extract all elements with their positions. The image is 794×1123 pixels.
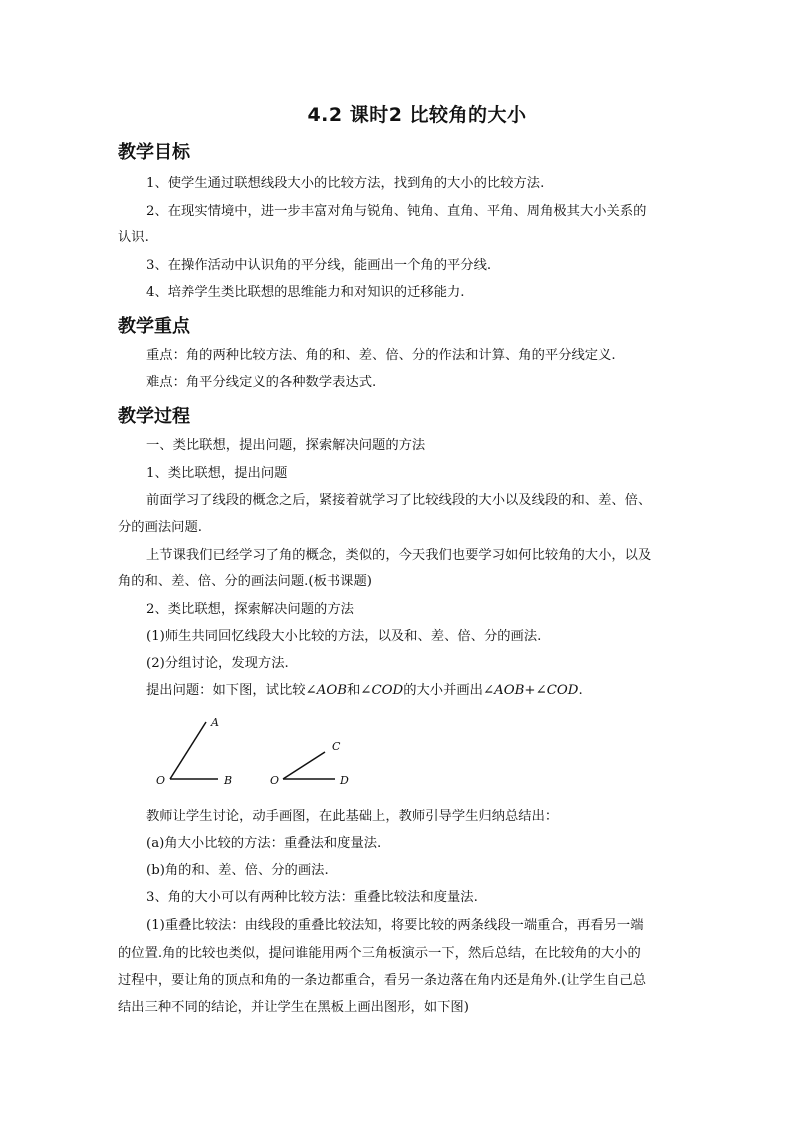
process-line: (1)师生共同回忆线段大小比较的方法，以及和、差、倍、分的画法. [146,629,542,644]
goal-line: 3、在操作活动中认识角的平分线，能画出一个角的平分线. [146,258,492,273]
label-a: A [211,716,219,729]
process-line: 教师让学生讨论，动手画图，在此基础上，教师引导学生归纳总结出： [146,809,559,824]
process-line: (a)角大小比较的方法：重叠法和度量法. [146,836,382,851]
angle-figure [140,712,380,792]
angle-aob: AOB [494,683,525,698]
label-o-right: O [270,774,280,787]
goal-line: 认识. [118,230,149,245]
process-line: (b)角的和、差、倍、分的画法. [146,863,329,878]
question-mid2: 的大小并画出∠ [403,683,495,698]
goal-line: 2、在现实情境中，进一步丰富对角与锐角、钝角、直角、平角、周角极其大小关系的 [146,204,647,219]
angle-cod: COD [546,683,579,698]
process-line: 2、类比联想，探索解决问题的方法 [146,602,354,617]
process-line: 3、角的大小可以有两种比较方法：重叠比较法和度量法. [146,890,478,905]
question-suffix: . [578,683,583,698]
question-prefix: 提出问题：如下图，试比较∠ [146,683,317,698]
process-line: 1、类比联想，提出问题 [146,466,288,481]
ray-oc [283,752,325,779]
heading-key-points: 教学重点 [118,316,190,337]
key-point-line: 难点：角平分线定义的各种数学表达式. [146,375,377,390]
process-line: (1)重叠比较法：由线段的重叠比较法知，将要比较的两条线段一端重合，再看另一端 [146,918,644,933]
process-line: 分的画法问题. [118,520,203,535]
key-point-line: 重点：角的两种比较方法、角的和、差、倍、分的作法和计算、角的平分线定义. [146,348,616,363]
process-line: 前面学习了线段的概念之后，紧接着就学习了比较线段的大小以及线段的和、差、倍、 [146,493,652,508]
process-line: 上节课我们已经学习了角的概念，类似的，今天我们也要学习如何比较角的大小，以及 [146,548,652,563]
question-plus: +∠ [524,683,547,698]
process-line: (2)分组讨论，发现方法. [146,656,289,671]
process-line: 角的和、差、倍、分的画法问题.(板书课题) [118,574,372,589]
heading-process: 教学过程 [118,406,190,427]
goal-line: 4、培养学生类比联想的思维能力和对知识的迁移能力. [146,285,465,300]
goal-line: 1、使学生通过联想线段大小的比较方法，找到角的大小的比较方法. [146,176,545,191]
label-c: C [332,740,341,753]
question-mid: 和∠ [347,683,372,698]
question-line [146,678,691,704]
angle-aob: AOB [316,683,347,698]
heading-goals: 教学目标 [118,142,190,163]
ray-oa [170,722,206,779]
process-line: 一、类比联想，提出问题，探索解决问题的方法 [146,438,426,453]
angle-cod: COD [371,683,404,698]
page-title: 4.2 课时2 比较角的大小 [307,104,527,126]
process-line: 结出三种不同的结论，并让学生在黑板上画出图形，如下图) [118,1000,469,1015]
label-d: D [340,774,349,787]
label-b: B [224,774,233,787]
label-o-left: O [156,774,166,787]
process-line: 过程中，要让角的顶点和角的一条边都重合，看另一条边落在角内还是角外.(让学生自己总 [118,973,646,988]
process-line: 的位置.角的比较也类似，提问谁能用两个三角板演示一下，然后总结，在比较角的大小的 [118,946,641,961]
